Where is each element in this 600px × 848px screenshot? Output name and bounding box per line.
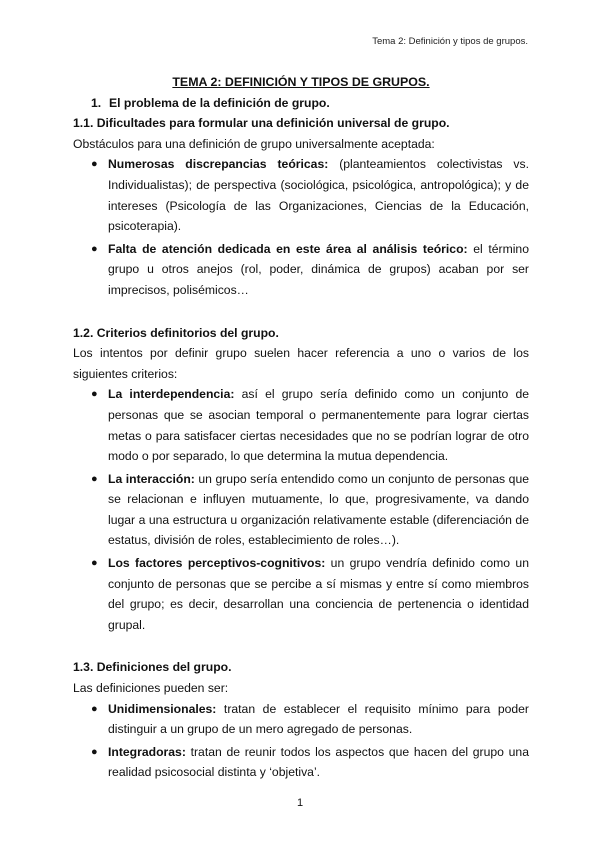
section-1-1-intro: Obstáculos para una definición de grupo universalmente aceptada: bbox=[73, 136, 435, 151]
bullet-icon: ● bbox=[91, 557, 98, 570]
bullet-text: así el grupo sería definido como un conjunto de personas que se asocian temporal o permanentemente para lograr ciertas metas o para satisfacer ciertas necesidades que no se podrían lograr de otro modo o por separado, lo que determina la mutua dependencia. bbox=[108, 387, 529, 464]
bullet-text: tratan de reunir todos los aspectos que hacen del grupo una realidad psicosocial distinta y ‘objetiva’. bbox=[108, 744, 529, 780]
bullet-text: un grupo vendría definido como un conjunto de personas que se percibe a sí mismas y entre sí como miembros del grupo; es decir, desarrollan una conciencia de pertenencia o identidad grupal. bbox=[108, 556, 529, 632]
bullet-icon: ● bbox=[91, 388, 98, 401]
list-item bbox=[73, 239, 529, 301]
spacer bbox=[73, 303, 529, 323]
section-1-2-intro: Los intentos por definir grupo suelen hacer referencia a uno o varios de los siguientes criterios: bbox=[73, 346, 529, 381]
section-1-3-heading: 1.3. Definiciones del grupo. bbox=[73, 660, 232, 675]
bullet-icon: ● bbox=[91, 242, 98, 255]
page-number: 1 bbox=[296, 797, 304, 809]
list-item bbox=[73, 699, 529, 740]
spacer bbox=[73, 637, 529, 657]
list-item bbox=[73, 384, 529, 466]
list-item bbox=[73, 553, 529, 635]
section-1-number: 1. bbox=[91, 95, 102, 110]
bullet-icon: ● bbox=[91, 472, 98, 485]
document-body bbox=[73, 72, 529, 785]
section-1-heading bbox=[73, 93, 529, 114]
bullet-term: Numerosas discrepancias teóricas: bbox=[108, 157, 329, 172]
bullet-text: tratan de establecer el requisito mínimo para poder distinguir a un grupo de un mero agregado de personas. bbox=[108, 701, 529, 737]
bullet-term: Integradoras: bbox=[108, 744, 186, 759]
bullet-icon: ● bbox=[91, 745, 98, 758]
bullet-icon: ● bbox=[91, 158, 98, 171]
section-1-1-list bbox=[73, 154, 529, 300]
list-item bbox=[73, 154, 529, 236]
section-1-3-intro: Las definiciones pueden ser: bbox=[73, 681, 229, 696]
section-1-2-list bbox=[73, 384, 529, 635]
section-1-3-list bbox=[73, 699, 529, 783]
list-item bbox=[73, 742, 529, 783]
bullet-term: La interacción: bbox=[108, 471, 195, 486]
list-item bbox=[73, 469, 529, 551]
bullet-term: La interdependencia: bbox=[108, 387, 235, 402]
bullet-text: el término grupo u otros anejos (rol, poder, dinámica de grupos) acaban por ser imprecisos, polisémicos… bbox=[108, 241, 529, 297]
running-header: Tema 2: Definición y tipos de grupos. bbox=[372, 36, 528, 47]
bullet-text: un grupo sería entendido como un conjunto de personas que se relacionan e influyen mutuamente, lo que, progresivamente, va dando lugar a una estructura u organización relativamente estable (diferenciación de estatus, división de roles, establecimiento de roles…). bbox=[108, 471, 530, 548]
bullet-text: (planteamientos colectivistas vs. Individualistas); de perspectiva (sociológica, psicológica, antropológica); y de intereses (Psicología de las Organizaciones, Ciencias de la Educación, psicoterapia). bbox=[108, 157, 529, 234]
document-title: TEMA 2: DEFINICIÓN Y TIPOS DE GRUPOS. bbox=[172, 75, 430, 89]
bullet-term: Los factores perceptivos-cognitivos: bbox=[108, 556, 326, 571]
bullet-icon: ● bbox=[91, 702, 98, 715]
bullet-term: Unidimensionales: bbox=[108, 701, 217, 716]
bullet-term: Falta de atención dedicada en este área al análisis teórico: bbox=[108, 241, 468, 256]
section-1-1-heading: 1.1. Dificultades para formular una definición universal de grupo. bbox=[73, 116, 450, 131]
section-1-heading-text: El problema de la definición de grupo. bbox=[109, 95, 330, 110]
section-1-2-heading: 1.2. Criterios definitorios del grupo. bbox=[73, 325, 279, 340]
